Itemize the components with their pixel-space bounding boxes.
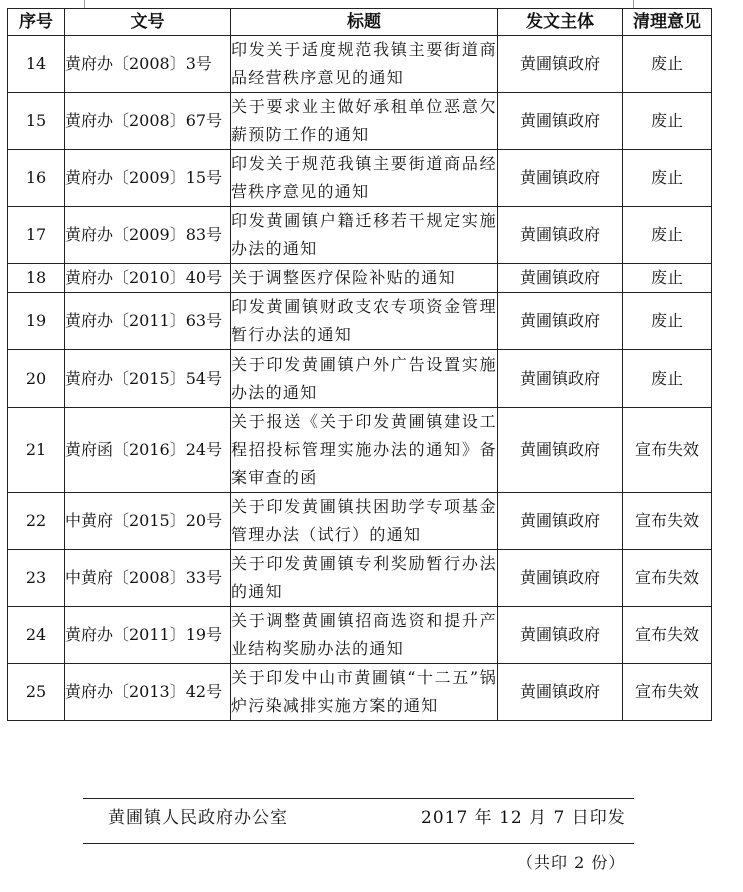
header-issuer: 发文主体 xyxy=(498,9,623,36)
table-row xyxy=(8,350,712,408)
row-opinion: 宣布失效 xyxy=(623,493,712,550)
issuing-office: 黄圃镇人民政府办公室 xyxy=(108,808,288,828)
row-issuer: 黄圃镇政府 xyxy=(498,150,623,207)
row-title: 关于印发黄圃镇扶困助学专项基金管理办法（试行）的通知 xyxy=(231,493,498,550)
row-opinion: 废止 xyxy=(623,150,712,207)
row-opinion: 宣布失效 xyxy=(623,550,712,607)
row-issuer: 黄圃镇政府 xyxy=(498,350,623,408)
row-document-no: 黄府办〔2009〕83号 xyxy=(65,207,231,264)
row-title: 印发黄圃镇户籍迁移若干规定实施办法的通知 xyxy=(231,207,498,264)
row-serial-no: 21 xyxy=(8,408,65,493)
header-serial-no: 序号 xyxy=(8,9,65,36)
row-serial-no: 14 xyxy=(8,36,65,93)
row-document-no: 黄府办〔2011〕19号 xyxy=(65,607,231,664)
table-row xyxy=(8,664,712,721)
table-row xyxy=(8,93,712,150)
footer-top-rule xyxy=(83,798,634,799)
row-issuer: 黄圃镇政府 xyxy=(498,264,623,293)
row-issuer: 黄圃镇政府 xyxy=(498,493,623,550)
row-document-no: 黄府办〔2009〕15号 xyxy=(65,150,231,207)
row-opinion: 废止 xyxy=(623,350,712,408)
row-title: 关于印发黄圃镇户外广告设置实施办法的通知 xyxy=(231,350,498,408)
table-row xyxy=(8,36,712,93)
row-opinion: 宣布失效 xyxy=(623,664,712,721)
row-serial-no: 24 xyxy=(8,607,65,664)
header-document-no: 文号 xyxy=(65,9,231,36)
row-title: 印发关于适度规范我镇主要街道商品经营秩序意见的通知 xyxy=(231,36,498,93)
row-document-no: 黄府办〔2008〕67号 xyxy=(65,93,231,150)
row-document-no: 黄府办〔2013〕42号 xyxy=(65,664,231,721)
row-opinion: 宣布失效 xyxy=(623,607,712,664)
row-title: 关于印发黄圃镇专利奖励暂行办法的通知 xyxy=(231,550,498,607)
row-serial-no: 19 xyxy=(8,293,65,350)
issue-date: 2017 年 12 月 7 日印发 xyxy=(421,808,626,828)
row-title: 关于要求业主做好承租单位恶意欠薪预防工作的通知 xyxy=(231,93,498,150)
row-serial-no: 22 xyxy=(8,493,65,550)
table-row xyxy=(8,293,712,350)
row-title: 关于调整医疗保险补贴的通知 xyxy=(231,264,498,293)
table-row xyxy=(8,408,712,493)
row-issuer: 黄圃镇政府 xyxy=(498,550,623,607)
copies-count: （共印 2 份） xyxy=(517,853,626,872)
header-cleanup-opinion: 清理意见 xyxy=(623,9,712,36)
row-issuer: 黄圃镇政府 xyxy=(498,607,623,664)
row-opinion: 废止 xyxy=(623,207,712,264)
row-issuer: 黄圃镇政府 xyxy=(498,408,623,493)
row-issuer: 黄圃镇政府 xyxy=(498,293,623,350)
row-issuer: 黄圃镇政府 xyxy=(498,207,623,264)
row-title: 印发黄圃镇财政支农专项资金管理暂行办法的通知 xyxy=(231,293,498,350)
table-row xyxy=(8,607,712,664)
table-row xyxy=(8,207,712,264)
row-opinion: 废止 xyxy=(623,293,712,350)
row-serial-no: 17 xyxy=(8,207,65,264)
row-issuer: 黄圃镇政府 xyxy=(498,93,623,150)
row-serial-no: 20 xyxy=(8,350,65,408)
row-serial-no: 15 xyxy=(8,93,65,150)
table-row xyxy=(8,150,712,207)
row-title: 关于印发中山市黄圃镇“十二五”锅炉污染减排实施方案的通知 xyxy=(231,664,498,721)
row-document-no: 中黄府〔2008〕33号 xyxy=(65,550,231,607)
page-edge-right xyxy=(633,0,634,8)
row-serial-no: 23 xyxy=(8,550,65,607)
row-opinion: 废止 xyxy=(623,264,712,293)
row-title: 关于调整黄圃镇招商选资和提升产业结构奖励办法的通知 xyxy=(231,607,498,664)
row-issuer: 黄圃镇政府 xyxy=(498,36,623,93)
row-serial-no: 18 xyxy=(8,264,65,293)
footer-bottom-rule xyxy=(83,843,634,844)
row-title: 印发关于规范我镇主要街道商品经营秩序意见的通知 xyxy=(231,150,498,207)
row-document-no: 黄府办〔2010〕40号 xyxy=(65,264,231,293)
row-opinion: 废止 xyxy=(623,36,712,93)
table-header-row xyxy=(8,9,712,36)
row-opinion: 废止 xyxy=(623,93,712,150)
row-document-no: 黄府函〔2016〕24号 xyxy=(65,408,231,493)
row-serial-no: 25 xyxy=(8,664,65,721)
document-cleanup-table xyxy=(7,8,712,721)
table-row xyxy=(8,550,712,607)
header-title: 标题 xyxy=(231,9,498,36)
row-opinion: 宣布失效 xyxy=(623,408,712,493)
row-document-no: 中黄府〔2015〕20号 xyxy=(65,493,231,550)
row-title: 关于报送《关于印发黄圃镇建设工程招投标管理实施办法的通知》备案审查的函 xyxy=(231,408,498,493)
row-serial-no: 16 xyxy=(8,150,65,207)
table-row xyxy=(8,264,712,293)
table-row xyxy=(8,493,712,550)
row-document-no: 黄府办〔2015〕54号 xyxy=(65,350,231,408)
row-document-no: 黄府办〔2008〕3号 xyxy=(65,36,231,93)
row-issuer: 黄圃镇政府 xyxy=(498,664,623,721)
row-document-no: 黄府办〔2011〕63号 xyxy=(65,293,231,350)
page-edge-left xyxy=(84,0,85,8)
